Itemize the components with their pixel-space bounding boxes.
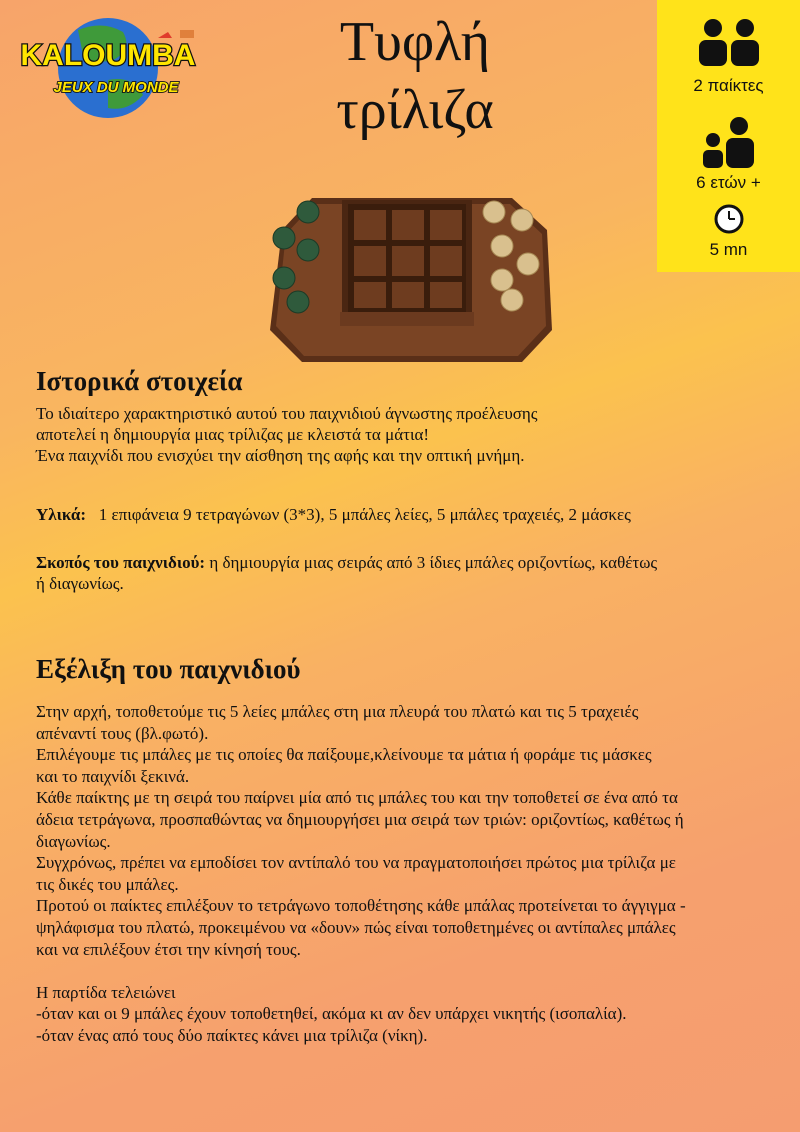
gameplay-line: άδεια τετράγωνα, προσπαθώντας να δημιουργήσει μια σειρά των τριών: οριζοντίως, καθέτως ή (36, 809, 684, 829)
gameplay-line: -όταν και οι 9 μπάλες έχουν τοποθετηθεί, ακόμα κι αν δεν υπάρχει νικητής (ισοπαλία). (36, 1004, 627, 1024)
clock-icon (714, 204, 744, 234)
game-board-photo (262, 190, 560, 368)
gameplay-line: -όταν ένας από τους δύο παίκτες κάνει μια τρίλιζα (νίκη). (36, 1025, 428, 1045)
duration-label: 5 mn (709, 240, 748, 259)
history-line: αποτελεί η δημιουργία μιας τρίλιζας με κλειστά τα μάτια! (36, 425, 430, 444)
materials-value: 1 επιφάνεια 9 τετραγώνων (3*3), 5 μπάλες λείες, 5 μπάλες τραχειές, 2 μάσκες (98, 505, 631, 524)
goal-value-1: η δημιουργία μιας σειράς από 3 ίδιες μπάλες οριζοντίως, καθέτως (205, 553, 658, 572)
two-players-icon (697, 18, 761, 68)
kaloumba-logo (8, 10, 208, 120)
history-line: Ένα παιχνίδι που ενισχύει την αίσθηση της αφής και την οπτική μνήμη. (36, 446, 525, 465)
logo-tagline: JEUX DU MONDE (53, 79, 179, 96)
goal-text (36, 552, 766, 594)
players-label: 2 παίκτες (693, 76, 764, 95)
gameplay-line: Στην αρχή, τοποθετούμε τις 5 λείες μπάλες στη μια πλευρά του πλατώ και τις 5 τραχειές (36, 702, 639, 721)
goal-label: Σκοπός του παιχνιδιού: (36, 553, 206, 572)
history-heading: Ιστορικά στοιχεία (36, 366, 243, 396)
history-text (36, 403, 766, 466)
gameplay-line: Επιλέγουμε τις μπάλες με τις οποίες θα παίξουμε,κλείνουμε τα μάτια ή φοράμε τις μάσκες (36, 745, 652, 765)
gameplay-line: Κάθε παίκτης με τη σειρά του παίρνει μία από τις μπάλες του και την τοποθετεί σε ένα από τα (36, 788, 678, 808)
gameplay-line (36, 960, 766, 982)
gameplay-line: διαγωνίως. (36, 831, 111, 851)
gameplay-line: Προτού οι παίκτες επιλέξουν το τετράγωνο τοποθέτησης κάθε μπάλας προτείνεται το άγγιγμα - (36, 896, 686, 916)
goal-value-2: ή διαγωνίως. (36, 574, 124, 593)
gameplay-heading: Εξέλιξη του παιχνιδιού (36, 654, 301, 684)
age-label: 6 ετών + (696, 173, 761, 192)
gameplay-line: και το παιχνίδι ξεκινά. (36, 766, 190, 786)
gameplay-line: ψηλάφισμα του πλατώ, προκειμένου να «δουν» πώς είναι τοποθετημένες οι αντίπαλες μπάλες (36, 917, 676, 937)
materials-text (36, 504, 766, 525)
gameplay-line: Συγχρόνως, πρέπει να εμποδίσει τον αντίπαλό του να πραγματοποιήσει πρώτος μια τρίλιζα με (36, 853, 676, 873)
page-title (250, 8, 580, 144)
gameplay-text (36, 701, 766, 1047)
gameplay-line: Η παρτίδα τελειώνει (36, 982, 176, 1002)
gameplay-line: και να επιλέξουν έτσι την κίνησή τους. (36, 939, 301, 959)
title-line-2: τρίλιζα (336, 79, 494, 141)
gameplay-line: τις δικές του μπάλες. (36, 874, 179, 894)
history-line: Το ιδιαίτερο χαρακτηριστικό αυτού του παιχνιδιού άγνωστης προέλευσης (36, 404, 538, 423)
age-icon (701, 116, 757, 170)
game-info-box (657, 0, 800, 272)
logo-wordmark: KALOUMBA (20, 39, 196, 72)
gameplay-line: απέναντί τους (βλ.φωτό). (36, 723, 209, 743)
title-line-1: Τυφλή (339, 11, 491, 73)
materials-label: Υλικά: (36, 505, 86, 524)
